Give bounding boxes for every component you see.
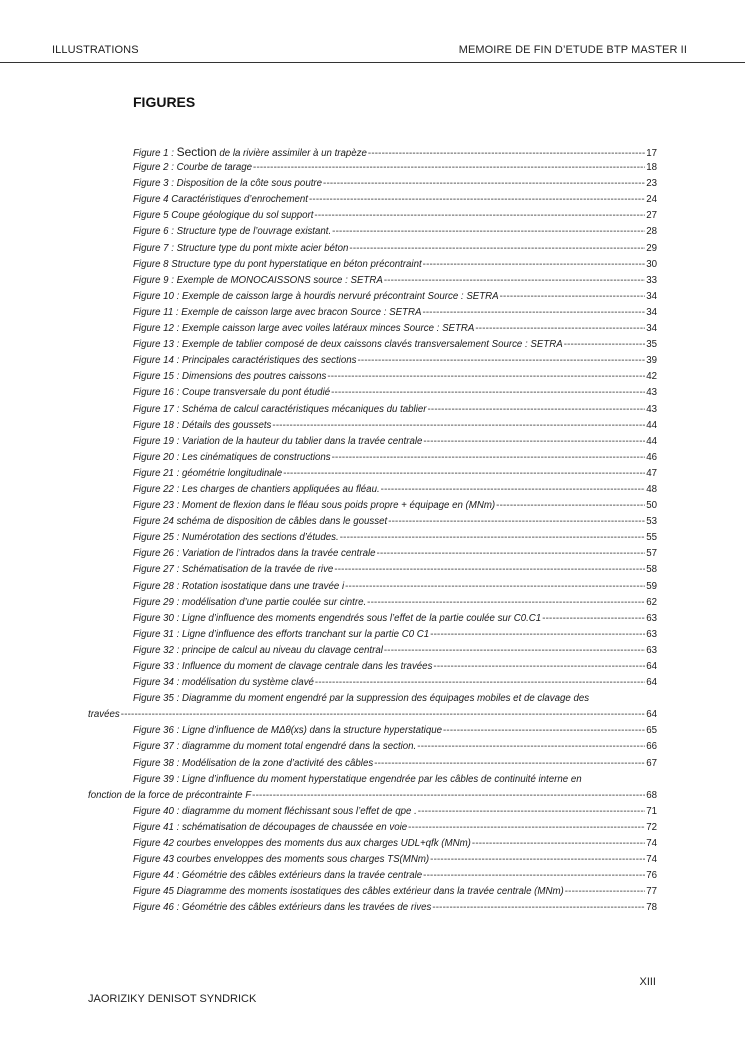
toc-leader bbox=[432, 900, 645, 916]
toc-leader bbox=[384, 643, 645, 659]
toc-page-number: 43 bbox=[646, 403, 657, 415]
toc-leader bbox=[121, 707, 645, 723]
toc-entry-text: Figure 45 Diagramme des moments isostatiques des câbles extérieur dans la travée centrale (MNm) bbox=[133, 886, 564, 898]
toc-entry[interactable] bbox=[133, 611, 657, 627]
toc-leader bbox=[388, 514, 645, 530]
toc-leader bbox=[427, 402, 645, 418]
toc-page-number: 23 bbox=[646, 178, 657, 190]
toc-entry[interactable] bbox=[133, 756, 657, 772]
toc-entry-text: Figure 11 : Exemple de caisson large avec bracon Source : SETRA bbox=[133, 306, 422, 318]
toc-leader bbox=[565, 884, 645, 900]
toc-entry[interactable] bbox=[133, 595, 657, 611]
toc-leader bbox=[423, 257, 646, 273]
toc-entry-text: Figure 3 : Disposition de la côte sous poutre bbox=[133, 178, 323, 190]
toc-entry[interactable] bbox=[133, 675, 657, 691]
toc-entry[interactable] bbox=[133, 402, 657, 418]
toc-entry[interactable] bbox=[133, 176, 657, 192]
toc-leader bbox=[309, 192, 645, 208]
toc-leader bbox=[357, 353, 645, 369]
toc-entry[interactable] bbox=[133, 192, 657, 208]
toc-page-number: 65 bbox=[646, 725, 657, 737]
toc-page-number: 58 bbox=[646, 564, 657, 576]
toc-leader bbox=[340, 530, 646, 546]
header-document-title: MEMOIRE DE FIN D’ETUDE BTP MASTER II bbox=[458, 44, 687, 56]
toc-page-number: 42 bbox=[646, 371, 657, 383]
toc-page-number: 64 bbox=[646, 661, 657, 672]
toc-entry-text: Figure 33 : Influence du moment de clavage centrale dans les travées bbox=[133, 661, 433, 672]
toc-entry-text: Figure 5 Coupe géologique du sol support bbox=[133, 210, 314, 222]
toc-entry-text: Figure 16 : Coupe transversale du pont étudié bbox=[133, 387, 331, 399]
page-title: FIGURES bbox=[133, 94, 196, 110]
toc-page-number: 66 bbox=[646, 741, 657, 753]
toc-page-number: 74 bbox=[646, 854, 657, 866]
toc-page-number: 72 bbox=[646, 821, 657, 833]
toc-entry[interactable] bbox=[133, 321, 657, 337]
toc-leader bbox=[315, 675, 645, 691]
toc-leader bbox=[272, 418, 645, 434]
toc-page-number: 53 bbox=[646, 516, 657, 528]
header-section-label: ILLUSTRATIONS bbox=[52, 44, 139, 56]
toc-leader bbox=[332, 224, 645, 240]
toc-entry-text: Figure 20 : Les cinématiques de constructions bbox=[133, 451, 331, 463]
toc-entry-text: Figure 41 : schématisation de découpages de chaussée en voie bbox=[133, 821, 408, 833]
toc-entry[interactable] bbox=[133, 369, 657, 385]
toc-entry-text: Figure 30 : Ligne d’influence des moments engendrés sous l’effet de la partie coulée sur C0.C1 bbox=[133, 612, 542, 624]
toc-leader bbox=[564, 337, 646, 353]
toc-page-number: 44 bbox=[646, 435, 657, 447]
toc-leader bbox=[331, 385, 645, 401]
toc-entry[interactable] bbox=[133, 546, 657, 562]
toc-entry-text: Figure 6 : Structure type de l’ouvrage existant. bbox=[133, 226, 332, 238]
toc-entry-text: Figure 23 : Moment de flexion dans le fléau sous poids propre + équipage en (MNm) bbox=[133, 500, 496, 512]
toc-entry[interactable] bbox=[133, 385, 657, 401]
toc-entry[interactable] bbox=[133, 434, 657, 450]
toc-leader bbox=[374, 756, 645, 772]
toc-entry-text: Figure 35 : Diagramme du moment engendré par la suppression des équipages mobiles et de clavage des bbox=[133, 693, 590, 705]
toc-page-number: 74 bbox=[646, 838, 657, 850]
toc-entry-text: Figure 24 schéma de disposition de câbles dans le gousset bbox=[133, 516, 388, 528]
toc-leader bbox=[323, 176, 645, 192]
toc-entry-text-continued: travées bbox=[88, 709, 120, 721]
toc-leader bbox=[253, 160, 645, 176]
page-header bbox=[52, 44, 687, 62]
toc-entry[interactable] bbox=[133, 723, 657, 739]
toc-entry[interactable] bbox=[133, 450, 657, 466]
toc-entry-text: Figure 39 : Ligne d’influence du moment hyperstatique engendrée par les câbles de continuité interne en bbox=[133, 773, 582, 785]
toc-leader bbox=[377, 546, 646, 562]
toc-page-number: 34 bbox=[646, 290, 657, 302]
toc-entry-wrapped[interactable] bbox=[0, 691, 745, 723]
toc-entry-text: Figure 37 : diagramme du moment total engendré dans la section. bbox=[133, 741, 417, 753]
toc-leader bbox=[472, 836, 645, 852]
toc-leader bbox=[417, 739, 645, 755]
toc-leader bbox=[252, 788, 645, 804]
toc-page-number: 57 bbox=[646, 548, 657, 560]
toc-page-number: 64 bbox=[646, 677, 657, 689]
toc-page-number: 77 bbox=[646, 886, 657, 898]
toc-entry[interactable] bbox=[133, 820, 657, 836]
toc-entry[interactable] bbox=[133, 498, 657, 514]
toc-leader bbox=[384, 273, 645, 289]
toc-page-number: 71 bbox=[646, 805, 657, 817]
toc-entry-text: Figure 4 Caractéristiques d’enrochement bbox=[133, 194, 308, 206]
toc-entry[interactable] bbox=[133, 836, 657, 852]
toc-entry-wrapped[interactable] bbox=[0, 772, 745, 804]
toc-page-number: 29 bbox=[646, 242, 657, 254]
toc-entry[interactable] bbox=[133, 418, 657, 434]
toc-page-number: 67 bbox=[646, 757, 657, 769]
toc-entry[interactable] bbox=[133, 144, 657, 160]
toc-entry[interactable] bbox=[133, 739, 657, 755]
toc-entry-text: Figure 15 : Dimensions des poutres caissons bbox=[133, 371, 327, 383]
toc-leader bbox=[422, 305, 645, 321]
toc-entry[interactable] bbox=[133, 160, 657, 176]
toc-leader bbox=[367, 595, 645, 611]
toc-page-number: 62 bbox=[646, 596, 657, 608]
toc-entry-text: Figure 26 : Variation de l’intrados dans la travée centrale bbox=[133, 548, 376, 560]
toc-entry[interactable] bbox=[133, 482, 657, 498]
toc-entry[interactable] bbox=[133, 305, 657, 321]
toc-leader bbox=[443, 723, 645, 739]
figure-list bbox=[0, 144, 745, 917]
toc-entry-text: Figure 42 courbes enveloppes des moments dus aux charges UDL+qfk (MNm) bbox=[133, 838, 471, 850]
toc-entry[interactable] bbox=[133, 884, 657, 900]
toc-entry-text: Figure 40 : diagramme du moment fléchissant sous l’effet de qpe . bbox=[133, 805, 417, 817]
toc-entry-text: Figure 19 : Variation de la hauteur du tablier dans la travée centrale bbox=[133, 435, 423, 447]
toc-entry[interactable] bbox=[133, 224, 657, 240]
toc-leader bbox=[381, 482, 646, 498]
toc-entry-text-continued: fonction de la force de précontrainte F bbox=[88, 789, 252, 801]
toc-entry-text: Figure 43 courbes enveloppes des moments sous charges TS(MNm) bbox=[133, 854, 430, 866]
toc-leader bbox=[327, 369, 645, 385]
toc-leader bbox=[314, 208, 645, 224]
toc-entry-text: Figure 2 : Courbe de tarage bbox=[133, 162, 253, 174]
toc-leader bbox=[334, 562, 645, 578]
toc-entry[interactable] bbox=[133, 208, 657, 224]
toc-page-number: 59 bbox=[646, 580, 657, 592]
toc-entry-text: Figure 8 Structure type du pont hyperstatique en béton précontraint bbox=[133, 258, 422, 270]
toc-entry-text: Figure 25 : Numérotation des sections d’études. bbox=[133, 532, 339, 544]
toc-entry[interactable] bbox=[133, 289, 657, 305]
toc-entry[interactable] bbox=[133, 530, 657, 546]
toc-page-number: 68 bbox=[646, 789, 657, 801]
toc-entry-text: Figure 32 : principe de calcul au niveau du clavage central bbox=[133, 644, 383, 656]
toc-page-number: 39 bbox=[646, 355, 657, 367]
toc-page-number: 43 bbox=[646, 387, 657, 399]
toc-entry[interactable] bbox=[133, 337, 657, 353]
toc-entry[interactable] bbox=[133, 466, 657, 482]
toc-leader bbox=[500, 289, 646, 305]
toc-entry[interactable] bbox=[133, 852, 657, 868]
toc-page-number: 33 bbox=[646, 274, 657, 286]
footer-author: JAORIZIKY DENISOT SYNDRICK bbox=[88, 993, 257, 1005]
toc-page-number: 76 bbox=[646, 870, 657, 882]
toc-page-number: 64 bbox=[646, 709, 657, 721]
toc-entry[interactable] bbox=[133, 804, 657, 820]
toc-page-number: 28 bbox=[646, 226, 657, 238]
toc-entry[interactable] bbox=[133, 273, 657, 289]
header-divider bbox=[0, 62, 745, 63]
toc-entry[interactable] bbox=[133, 868, 657, 884]
toc-entry[interactable] bbox=[133, 562, 657, 578]
toc-entry[interactable] bbox=[133, 643, 657, 659]
toc-leader bbox=[408, 820, 645, 836]
toc-leader bbox=[423, 434, 645, 450]
toc-page-number: 63 bbox=[646, 612, 657, 624]
toc-entry-text: Figure 9 : Exemple de MONOCAISSONS source : SETRA bbox=[133, 274, 383, 286]
toc-entry-text: Figure 13 : Exemple de tablier composé de deux caissons clavés transversalement Source : SETRA bbox=[133, 339, 563, 351]
toc-page-number: 35 bbox=[646, 339, 657, 351]
toc-entry-text: Figure 22 : Les charges de chantiers appliquées au fléau. bbox=[133, 483, 380, 495]
page-number: XIII bbox=[639, 976, 656, 988]
toc-leader bbox=[423, 868, 645, 884]
toc-entry-text: Figure 10 : Exemple de caisson large à hourdis nervuré précontraint Source : SETRA bbox=[133, 290, 499, 302]
toc-entry-text: Figure 1 : Section de la rivière assimiler à un trapèze bbox=[133, 145, 367, 159]
toc-leader bbox=[283, 466, 645, 482]
toc-entry[interactable] bbox=[133, 257, 657, 273]
toc-entry-text: Figure 31 : Ligne d’influence des efforts tranchant sur la partie C0 C1 bbox=[133, 628, 430, 640]
toc-leader bbox=[475, 321, 645, 337]
toc-page-number: 47 bbox=[646, 467, 657, 479]
toc-entry[interactable] bbox=[133, 241, 657, 257]
toc-leader bbox=[349, 241, 645, 257]
toc-leader bbox=[542, 611, 645, 627]
toc-leader bbox=[430, 852, 645, 868]
toc-entry[interactable] bbox=[133, 579, 657, 595]
toc-entry-text: Figure 38 : Modélisation de la zone d’activité des câbles bbox=[133, 757, 374, 769]
toc-page-number: 17 bbox=[646, 148, 657, 159]
toc-page-number: 55 bbox=[646, 532, 657, 544]
toc-page-number: 24 bbox=[646, 194, 657, 206]
toc-page-number: 63 bbox=[646, 644, 657, 656]
toc-entry[interactable] bbox=[133, 514, 657, 530]
toc-page-number: 48 bbox=[646, 483, 657, 495]
toc-leader bbox=[433, 659, 645, 675]
toc-entry-text: Figure 36 : Ligne d’influence de MΔθ(xs) dans la structure hyperstatique bbox=[133, 725, 442, 737]
toc-leader bbox=[332, 450, 646, 466]
toc-entry-text: Figure 28 : Rotation isostatique dans une travée i bbox=[133, 580, 345, 592]
toc-entry-text: Figure 34 : modélisation du système clavé bbox=[133, 677, 314, 689]
toc-entry[interactable] bbox=[133, 659, 657, 675]
toc-page-number: 34 bbox=[646, 306, 657, 318]
toc-leader bbox=[496, 498, 645, 514]
toc-entry[interactable] bbox=[133, 353, 657, 369]
toc-leader bbox=[430, 627, 645, 643]
toc-entry-text: Figure 7 : Structure type du pont mixte acier béton bbox=[133, 242, 349, 254]
toc-page-number: 44 bbox=[646, 419, 657, 431]
toc-entry-text: Figure 18 : Détails des goussets bbox=[133, 419, 272, 431]
toc-entry-text: Figure 17 : Schéma de calcul caractéristiques mécaniques du tablier bbox=[133, 403, 427, 415]
toc-entry-text: Figure 46 : Géométrie des câbles extérieurs dans les travées de rives bbox=[133, 902, 432, 914]
toc-entry[interactable] bbox=[133, 900, 657, 916]
toc-page-number: 78 bbox=[646, 902, 657, 914]
toc-entry[interactable] bbox=[133, 627, 657, 643]
toc-entry-text: Figure 27 : Schématisation de la travée de rive bbox=[133, 564, 334, 576]
toc-page-number: 50 bbox=[646, 500, 657, 512]
toc-leader bbox=[418, 804, 645, 820]
toc-entry-text: Figure 12 : Exemple caisson large avec voiles latéraux minces Source : SETRA bbox=[133, 323, 475, 335]
toc-page-number: 30 bbox=[646, 258, 657, 270]
toc-leader bbox=[345, 579, 645, 595]
toc-entry-text: Figure 29 : modélisation d’une partie coulée sur cintre. bbox=[133, 596, 367, 608]
toc-entry-text: Figure 14 : Principales caractéristiques des sections bbox=[133, 355, 357, 367]
toc-entry-text: Figure 21 : géométrie longitudinale bbox=[133, 467, 283, 479]
toc-page-number: 27 bbox=[646, 210, 657, 222]
toc-page-number: 18 bbox=[646, 162, 657, 174]
toc-entry-text: Figure 44 : Géométrie des câbles extérieurs dans la travée centrale bbox=[133, 870, 423, 882]
toc-page-number: 34 bbox=[646, 323, 657, 335]
toc-page-number: 46 bbox=[646, 451, 657, 463]
toc-page-number: 63 bbox=[646, 628, 657, 640]
